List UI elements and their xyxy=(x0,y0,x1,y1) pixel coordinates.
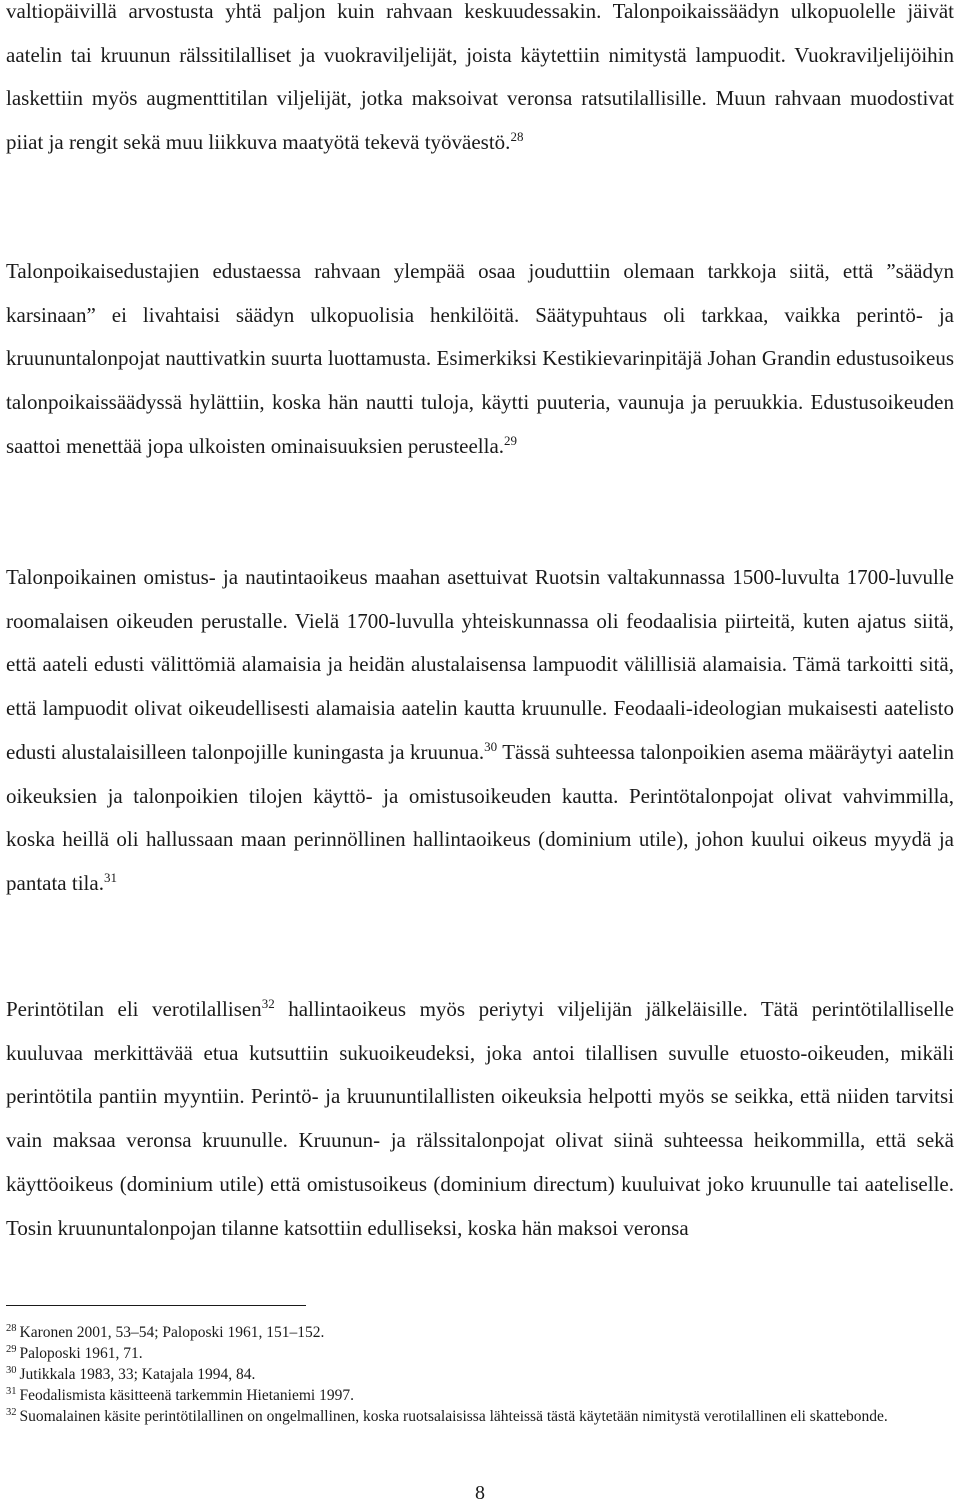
footnote-ref-28[interactable]: 28 xyxy=(510,129,524,145)
footnote-29 xyxy=(6,1343,954,1364)
paragraph-2-text: Talonpoikaisedustajien edustaessa rahvaan ylempää osaa jouduttiin olemaan tarkkoja siitä, että ”säädyn karsinaan” ei livahtaisi säädyn ulkopuolisia henkilöitä. Säätypuhtaus oli tarkkaa, vaikka perintö- ja kruununtalonpojat nauttivatkin suurta luottamusta. Esimerkiksi Kestikievarinpitäjä Johan Grandin edustusoikeus talonpoikaissäädyssä hylättiin, koska hän nautti tuloja, käytti puuteria, vaunuja ja peruukkia. Edustusoikeuden saattoi menettää jopa ulkoisten ominaisuuksien perusteella. xyxy=(6,259,954,458)
paragraph-3 xyxy=(6,556,954,906)
paragraph-1-text: valtiopäivillä arvostusta yhtä paljon kuin rahvaan keskuudessakin. Talonpoikaissäädyn ulkopuolelle jäivät aatelin tai kruunun rälssitilalliset ja vuokraviljelijät, joista käytettiin nimitystä lampuodit. Vuokraviljelijöihin laskettiin myös augmenttitilan viljelijät, jotka maksoivat veronsa ratsutilallisille. Muun rahvaan muodostivat piiat ja rengit sekä muu liikkuva maatyötä tekevä työväestö. xyxy=(6,0,954,155)
paragraph-4-text-b: hallintaoikeus myös periytyi viljelijän jälkeläisille. Tätä perintötilalliselle kuuluvaa merkittävää etua kutsuttiin sukuoikeudeksi, joka antoi tilallisen suvulle etuosto-oikeuden, mikäli perintötila pantiin myyntiin. Perintö- ja kruununtilallisten oikeuksia helpotti myös se seikka, että niiden tarvitsi vain maksaa veronsa kruunulle. Kruunun- ja rälssitalonpojat olivat siinä suhteessa heikommilla, että sekä käyttöoikeus (dominium utile) että omistusoikeus (dominium directum) kuuluivat joko kruunulle tai aateliselle. Tosin kruununtalonpojan tilanne katsottiin edulliseksi, koska hän maksoi veronsa xyxy=(6,997,954,1240)
footnote-text: Feodalismista käsitteenä tarkemmin Hietaniemi 1997. xyxy=(19,1387,354,1404)
footnote-text: Paloposki 1961, 71. xyxy=(19,1345,143,1362)
footnote-ref-31[interactable]: 31 xyxy=(103,869,117,885)
footnote-text: Karonen 2001, 53–54; Paloposki 1961, 151–152. xyxy=(19,1324,325,1341)
footnote-number: 28 xyxy=(6,1322,17,1334)
footnote-number: 32 xyxy=(6,1406,17,1418)
paragraph-3-text-a: Talonpoikainen omistus- ja nautintaoikeus maahan asettuivat Ruotsin valtakunnassa 1500-luvulta 1700-luvulle roomalaisen oikeuden perustalle. Vielä 1700-luvulla yhteiskunnassa oli feodaalisia piirteitä, kuten ajatus siitä, että aateli edusti välittömiä alamaisia ja heidän alustalaisensa lampuodit välillisiä alamaisia. Tämä tarkoitti sitä, että lampuodit olivat oikeudellisesti alamaisia aatelin kautta kruunulle. Feodaali-ideologian mukaisesti aatelisto edusti alustalaisilleen talonpojille kuningasta ja kruunua. xyxy=(6,565,954,764)
paragraph-4 xyxy=(6,988,954,1250)
footnote-31 xyxy=(6,1385,954,1406)
footnote-number: 30 xyxy=(6,1364,17,1376)
footnote-30 xyxy=(6,1364,954,1385)
paragraph-1 xyxy=(6,0,954,165)
paragraph-2 xyxy=(6,250,954,469)
paragraph-3-text-b: Tässä suhteessa talonpoikien asema määräytyi aatelin oikeuksien ja talonpoikien tilojen käyttö- ja omistusoikeuden kautta. Perintötalonpojat olivat vahvimmilla, koska heillä oli hallussaan maan perinnöllinen hallintaoikeus (dominium utile), johon kuului oikeus myydä ja pantata tila. xyxy=(6,739,954,895)
footnote-ref-30[interactable]: 30 xyxy=(484,738,498,754)
footnote-text: Jutikkala 1983, 33; Katajala 1994, 84. xyxy=(19,1366,256,1383)
footnote-divider xyxy=(6,1305,306,1306)
footnote-number: 31 xyxy=(6,1385,17,1397)
footnote-ref-32[interactable]: 32 xyxy=(261,996,275,1011)
page-number: 8 xyxy=(475,1482,485,1504)
footnotes xyxy=(6,1322,954,1427)
footnote-number: 29 xyxy=(6,1343,17,1355)
footnote-text: Suomalainen käsite perintötilallinen on ongelmallinen, koska ruotsalaisissa lähteissä tästä käytetään nimitystä verotilallinen eli skattebonde. xyxy=(19,1408,888,1425)
footnote-32 xyxy=(6,1406,954,1427)
paragraph-4-text-a: Perintötilan eli verotilallisen xyxy=(6,997,262,1021)
footnote-28 xyxy=(6,1322,954,1343)
footnote-ref-29[interactable]: 29 xyxy=(504,432,518,448)
